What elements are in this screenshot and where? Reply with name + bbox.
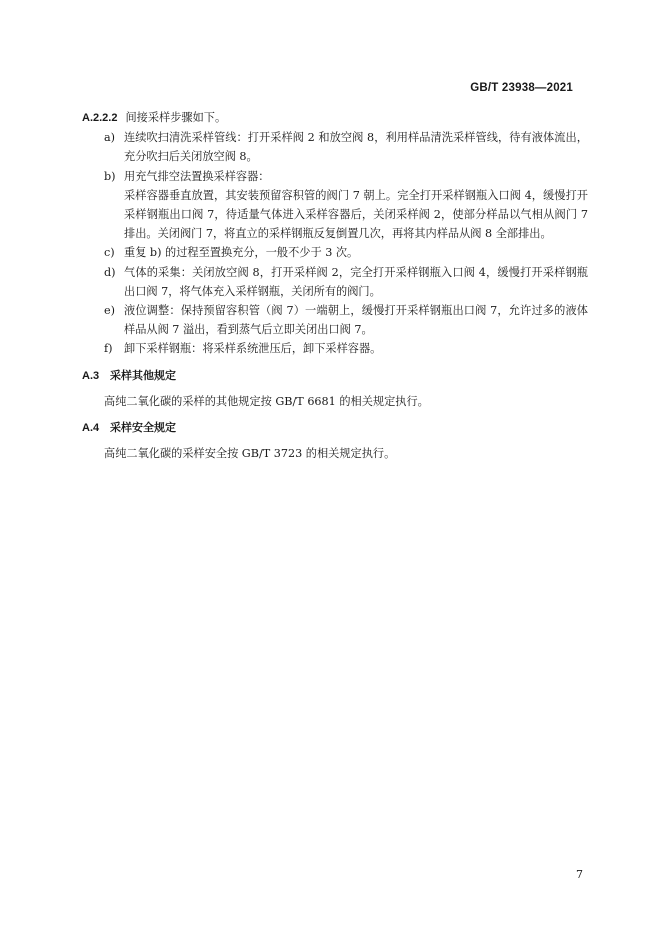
- clause-a222: [82, 108, 588, 128]
- list-item-d: [82, 263, 588, 301]
- procedure-list: [82, 128, 588, 358]
- page-number: 7: [576, 868, 583, 881]
- list-item-a: [82, 128, 588, 166]
- list-item-c: [82, 243, 588, 262]
- section-heading-a4: [82, 419, 588, 438]
- section-number: A.4: [82, 422, 100, 435]
- section-heading-a3: [82, 367, 588, 386]
- standard-number-header: GB/T 23938—2021: [470, 82, 573, 94]
- item-text: 液位调整：保持预留容积管（阀 7）一端朝上，缓慢打开采样钢瓶出口阀 7，允许过多的液体样品从阀 7 溢出，看到蒸气后立即关闭出口阀 7。: [124, 304, 588, 337]
- item-marker: a): [104, 131, 116, 145]
- item-marker: f): [104, 342, 113, 356]
- item-text-continued: 采样容器垂直放置，其安装预留容积管的阀门 7 朝上。完全打开采样钢瓶入口阀 4，缓慢打开采样钢瓶出口阀 7，待适量气体进入采样容器后，关闭采样阀 2，使部分样品以气相从阀门 7 排出。关闭阀门 7，将直立的采样钢瓶反复倒置几次，再将其内样品从阀 8 全部排出。: [124, 188, 588, 241]
- item-marker: e): [104, 304, 115, 318]
- list-item-f: [82, 339, 588, 358]
- item-marker: b): [104, 169, 116, 183]
- section-body-a4: 高纯二氧化碳的采样安全按 GB/T 3723 的相关规定执行。: [104, 447, 396, 461]
- item-text: 卸下采样钢瓶：将采样系统泄压后，卸下采样容器。: [124, 342, 382, 356]
- list-item-e: [82, 301, 588, 339]
- section-number: A.3: [82, 369, 100, 382]
- item-text: 重复 b) 的过程至置换充分，一般不少于 3 次。: [124, 246, 359, 260]
- item-text: 连续吹扫清洗采样管线：打开采样阀 2 和放空阀 8，利用样品清洗采样管线，待有液体流出，充分吹扫后关闭放空阀 8。: [124, 131, 588, 164]
- list-item-b: [82, 167, 588, 244]
- section-body-a3: 高纯二氧化碳的采样的其他规定按 GB/T 6681 的相关规定执行。: [104, 394, 429, 408]
- item-marker: d): [104, 265, 116, 279]
- document-body: [82, 108, 588, 471]
- section-title: 采样安全规定: [110, 422, 176, 435]
- item-text: 气体的采集：关闭放空阀 8，打开采样阀 2，完全打开采样钢瓶入口阀 4，缓慢打开采样钢瓶出口阀 7，将气体充入采样钢瓶，关闭所有的阀门。: [124, 265, 588, 298]
- section-title: 采样其他规定: [110, 369, 176, 382]
- item-marker: c): [104, 246, 115, 260]
- clause-intro: 间接采样步骤如下。: [125, 111, 227, 124]
- item-text: 用充气排空法置换采样容器：: [124, 169, 270, 183]
- clause-number: A.2.2.2: [82, 112, 118, 124]
